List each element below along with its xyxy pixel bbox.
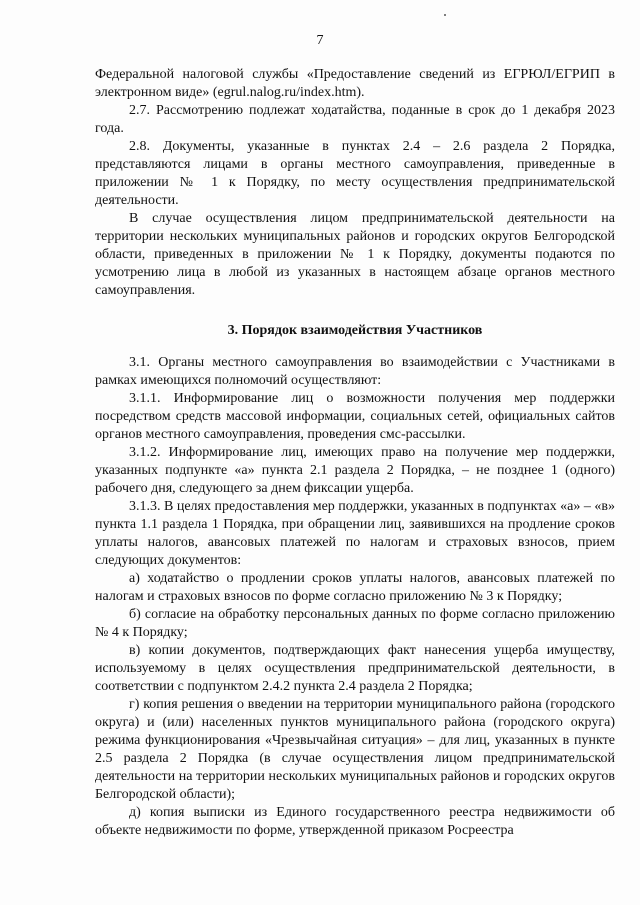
paragraph-continuation: Федеральной налоговой службы «Предоставление сведений из ЕГРЮЛ/ЕГРИП в электронном виде» (egrul.nalog.ru/index.htm).	[95, 67, 615, 100]
scan-speck	[444, 14, 446, 16]
paragraph-3-1-2: 3.1.2. Информирование лиц, имеющих право на получение мер поддержки, указанных подпункте «а» пункта 2.1 раздела 2 Порядка, – не позднее 1 (одного) рабочего дня, следующего за днем фиксации ущерба.	[95, 445, 615, 496]
paragraph-3-1: 3.1. Органы местного самоуправления во взаимодействии с Участниками в рамках имеющихся полномочий осуществляют:	[95, 355, 615, 388]
list-item-a: а) ходатайство о продлении сроков уплаты налогов, авансовых платежей по налогам и страховых взносов по форме согласно приложению № 3 к Порядку;	[95, 571, 615, 604]
paragraph-2-7: 2.7. Рассмотрению подлежат ходатайства, поданные в срок до 1 декабря 2023 года.	[95, 103, 615, 136]
list-item-b: б) согласие на обработку персональных данных по форме согласно приложению № 4 к Порядку;	[95, 607, 615, 640]
list-item-g: г) копия решения о введении на территории муниципального района (городского округа) и (или) населенных пунктов муниципального района (городского округа) режима функционирования «Чрезвычайная ситуация» – для лиц, указанных в пункте 2.5 раздела 2 Порядка (в случае осуществления лицом предпринимательской деятельности на территории нескольких муниципальных районов и городских округов Белгородской области);	[95, 697, 615, 802]
list-item-v: в) копии документов, подтверждающих факт нанесения ущерба имуществу, используемому в целях осуществления предпринимательской деятельности, в соответствии с подпунктом 2.4.2 пункта 2.4 раздела 2 Порядка;	[95, 643, 615, 694]
paragraph-3-1-1: 3.1.1. Информирование лиц о возможности получения мер поддержки посредством средств массовой информации, социальных сетей, официальных сайтов органов местного самоуправления, проведения смс-рассылки.	[95, 391, 615, 442]
section-heading: 3. Порядок взаимодействия Участников	[227, 323, 483, 338]
paragraph-2-8-multi-territory: В случае осуществления лицом предпринимательской деятельности на территории нескольких муниципальных районов и городских округов Белгородской области, приведенных в приложении № 1 к Порядку, документы подаются по усмотрению лица в любой из указанных в настоящем абзаце органов местного самоуправления.	[95, 211, 615, 298]
document-body	[95, 66, 615, 840]
page-number: 7	[316, 33, 324, 48]
paragraph-3-1-3: 3.1.3. В целях предоставления мер поддержки, указанных в подпунктах «а» – «в» пункта 1.1 раздела 1 Порядка, при обращении лиц, заявившихся на продление сроков уплаты налогов, авансовых платежей по налогам и страховых взносов, прием следующих документов:	[95, 499, 616, 568]
paragraph-2-8: 2.8. Документы, указанные в пунктах 2.4 – 2.6 раздела 2 Порядка, представляются лицами в органы местного самоуправления, приведенные в приложении № 1 к Порядку, по месту осуществления предпринимательской деятельности.	[95, 139, 615, 208]
list-item-d: д) копия выписки из Единого государственного реестра недвижимости об объекте недвижимости по форме, утвержденной приказом Росреестра	[95, 805, 615, 838]
